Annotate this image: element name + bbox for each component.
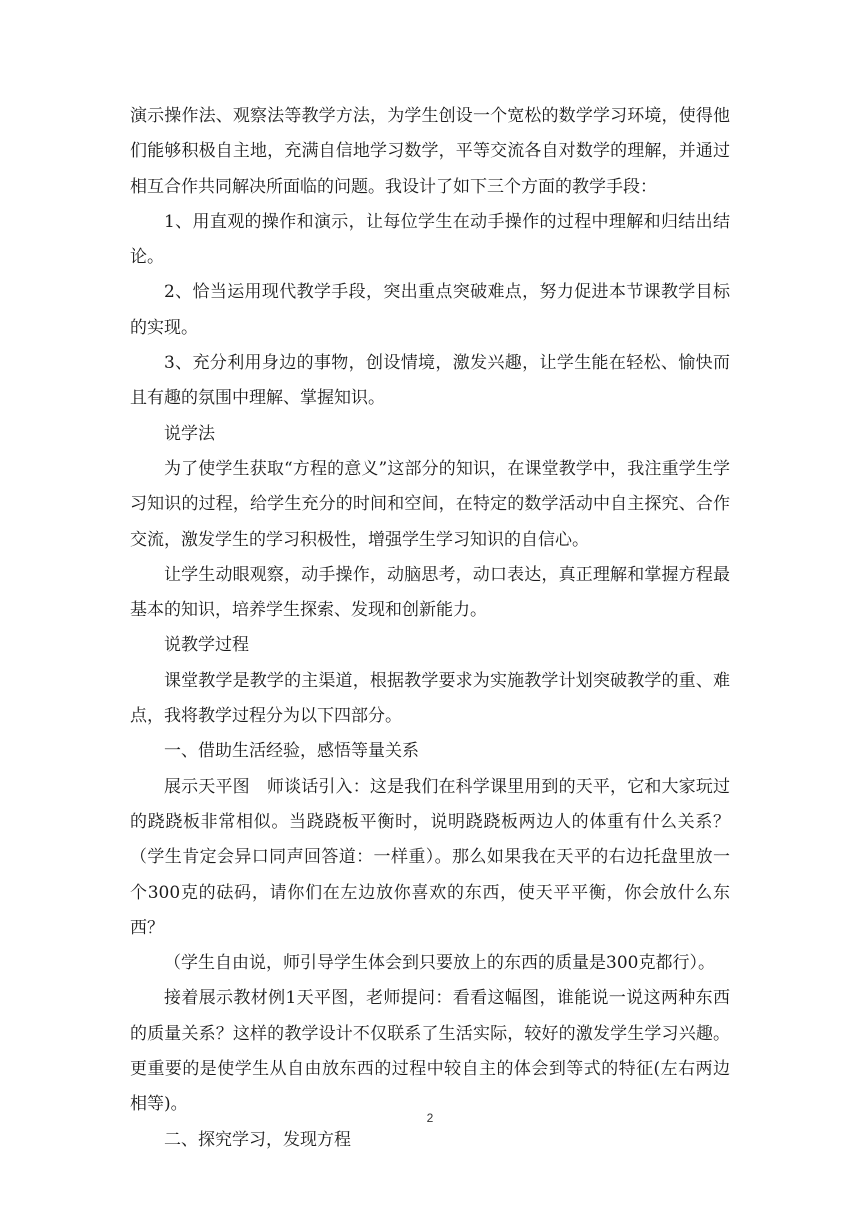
subheading-part-2: 二、探究学习，发现方程 <box>164 1129 351 1150</box>
section-heading-learning-method: 说学法 <box>164 423 215 444</box>
paragraph-balance-intro: 展示天平图 师谈话引入：这是我们在科学课里用到的天平，它和大家玩过的跷跷板非常相似。当跷跷板平衡时，说明跷跷板两边人的体重有什么关系？（学生肯定会异口同声回答道：一样重）。那么如果我在天平的右边托盘里放一个300克的砝码，请你们在左边放你喜欢的东西，使天平平衡，你会放什么东西？ <box>130 776 730 938</box>
paragraph-teaching-methods: 演示操作法、观察法等教学方法，为学生创设一个宽松的数学学习环境，使得他们能够积极自主地，充满自信地学习数学，平等交流各自对数学的理解，并通过相互合作共同解决所面临的问题。我设计了如下三个方面的教学手段： <box>130 106 730 197</box>
paragraph-means-1: 1、用直观的操作和演示，让每位学生在动手操作的过程中理解和归结出结论。 <box>130 211 730 268</box>
paragraph-learning-method-2: 让学生动眼观察，动手操作，动脑思考，动口表达，真正理解和掌握方程最基本的知识，培养学生探索、发现和创新能力。 <box>130 564 730 621</box>
paragraph-students-discuss: （学生自由说，师引导学生体会到只要放上的东西的质量是300克都行）。 <box>164 953 715 974</box>
subheading-part-1: 一、借助生活经验，感悟等量关系 <box>164 741 419 762</box>
page-number: 2 <box>426 1111 434 1125</box>
section-heading-teaching-process: 说教学过程 <box>164 635 249 656</box>
paragraph-teaching-process-intro: 课堂教学是教学的主渠道，根据教学要求为实施教学计划突破教学的重、难点，我将教学过程分为以下四部分。 <box>130 670 730 727</box>
body-text <box>130 99 730 1158</box>
paragraph-means-2: 2、恰当运用现代教学手段，突出重点突破难点，努力促进本节课教学目标的实现。 <box>130 282 730 338</box>
paragraph-means-3: 3、充分利用身边的事物，创设情境，激发兴趣，让学生能在轻松、愉快而且有趣的氛围中理解、掌握知识。 <box>130 353 730 409</box>
paragraph-learning-method-1: 为了使学生获取“方程的意义”这部分的知识，在课堂教学中，我注重学生学习知识的过程，给学生充分的时间和空间，在特定的数学活动中自主探究、合作交流，激发学生的学习积极性，增强学生学习知识的自信心。 <box>130 458 730 550</box>
paragraph-example-1: 接着展示教材例1天平图，老师提问：看看这幅图，谁能说一说这两种东西的质量关系？这样的教学设计不仅联系了生活实际，较好的激发学生学习兴趣。更重要的是使学生从自由放东西的过程中较自主的体会到等式的特征(左右两边相等)。 <box>130 988 730 1115</box>
